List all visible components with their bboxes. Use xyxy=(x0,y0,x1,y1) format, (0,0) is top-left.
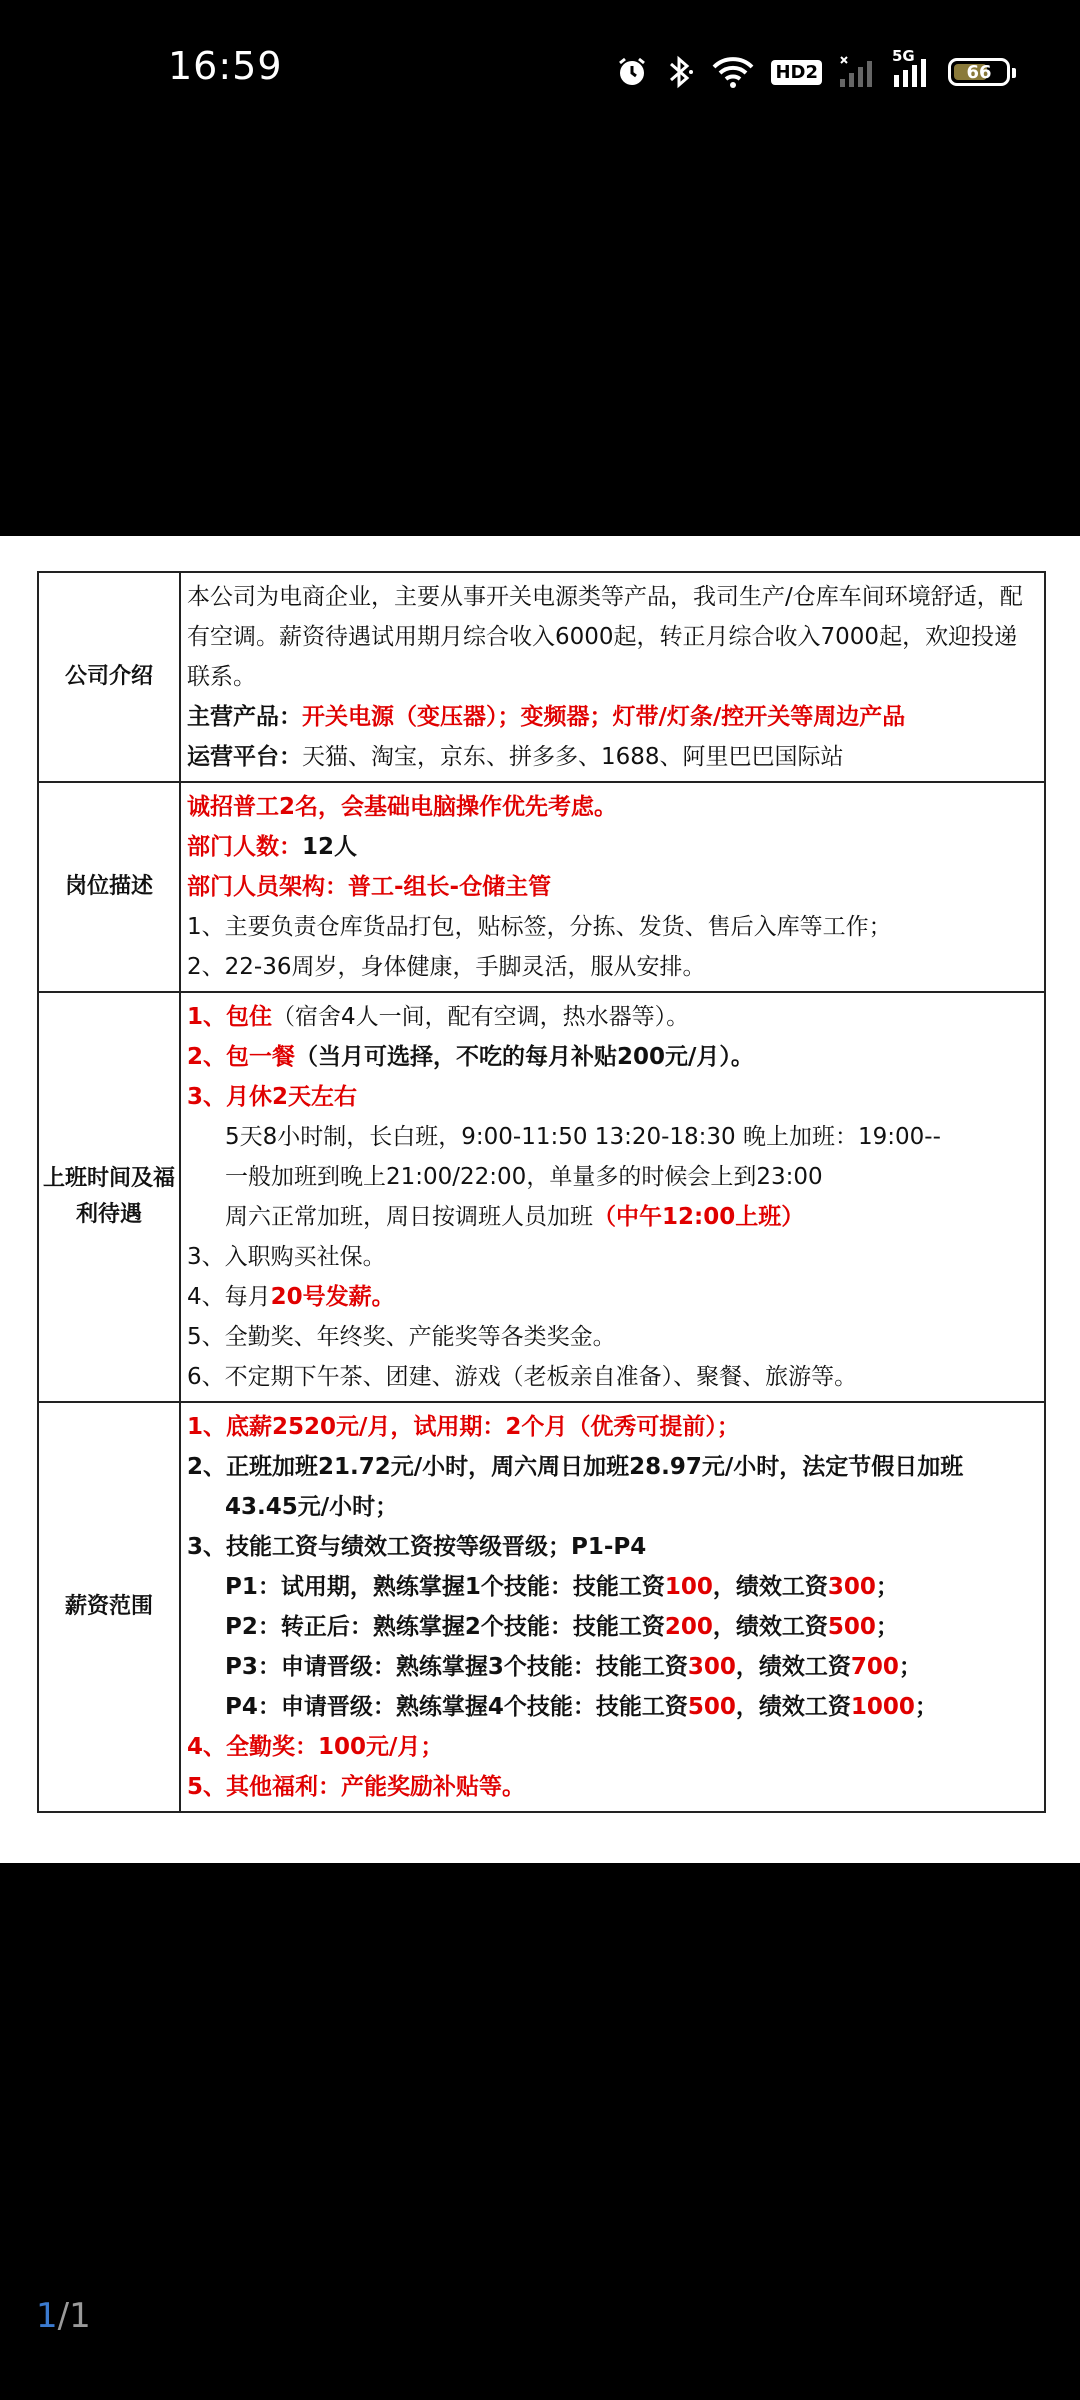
text-segment: 43.45元/小时； xyxy=(225,1494,399,1520)
content-line xyxy=(187,997,1038,1037)
content-line xyxy=(187,907,1038,947)
content-line xyxy=(187,1357,1038,1397)
content-line xyxy=(187,867,1038,907)
text-segment: 700 xyxy=(850,1654,899,1680)
text-segment: P4：申请晋级：熟练掌握4个技能：技能工资 xyxy=(225,1694,688,1720)
text-segment: 4、全勤奖：100元/月； xyxy=(187,1734,444,1760)
row-label-company-intro: 公司介绍 xyxy=(38,572,180,782)
content-line xyxy=(187,827,1038,867)
document-image[interactable] xyxy=(0,536,1080,1863)
text-segment: 6、不定期下午茶、团建、游戏（老板亲自准备）、聚餐、旅游等。 xyxy=(187,1364,858,1390)
content-line xyxy=(187,1607,1038,1647)
text-segment: ，绩效工资 xyxy=(735,1694,851,1720)
text-segment: ，绩效工资 xyxy=(712,1614,828,1640)
text-segment: （宿舍4人一间，配有空调，热水器等）。 xyxy=(272,1004,690,1030)
text-segment: 12人 xyxy=(302,834,358,860)
page-current: 1 xyxy=(36,2296,58,2336)
row-content-job-description xyxy=(180,782,1045,992)
table-row xyxy=(38,572,1045,782)
content-line xyxy=(187,1157,1038,1197)
content-line xyxy=(187,1037,1038,1077)
text-segment: 部门人员架构： xyxy=(187,874,348,900)
text-segment: 部门人数： xyxy=(187,834,302,860)
hd-label: HD2 xyxy=(771,60,822,85)
text-segment: 5、其他福利：产能奖励补贴等。 xyxy=(187,1774,526,1800)
row-content-salary-range xyxy=(180,1402,1045,1812)
text-segment: 周六正常加班，周日按调班人员加班 xyxy=(225,1204,593,1230)
content-line xyxy=(187,1277,1038,1317)
row-content-work-hours-benefits xyxy=(180,992,1045,1402)
text-segment: （中午12:00上班） xyxy=(593,1204,805,1230)
content-line xyxy=(187,1727,1038,1767)
text-segment: 开关电源（变压器）；变频器；灯带/灯条/控开关等周边产品 xyxy=(302,704,906,730)
content-line xyxy=(187,1487,1038,1527)
wifi-icon xyxy=(711,55,755,89)
status-bar xyxy=(0,0,1080,140)
content-line xyxy=(187,1317,1038,1357)
text-segment: ； xyxy=(875,1574,899,1600)
table-row xyxy=(38,1402,1045,1812)
text-segment: 300 xyxy=(827,1574,876,1600)
bluetooth-icon xyxy=(665,54,695,90)
text-segment: 诚招普工2名，会基础电脑操作优先考虑。 xyxy=(187,794,618,820)
text-segment: P2：转正后：熟练掌握2个技能：技能工资 xyxy=(225,1614,665,1640)
text-segment: 100 xyxy=(664,1574,713,1600)
page-separator: / xyxy=(57,2296,70,2336)
content-line xyxy=(187,1407,1038,1447)
text-segment: 1、主要负责仓库货品打包，贴标签，分拣、发货、售后入库等工作； xyxy=(187,914,892,940)
row-label-job-description: 岗位描述 xyxy=(38,782,180,992)
text-segment: 1、包住 xyxy=(187,1004,273,1030)
text-segment: 3、入职购买社保。 xyxy=(187,1244,386,1270)
text-segment: 2、包一餐 xyxy=(187,1044,296,1070)
table-row xyxy=(38,992,1045,1402)
text-segment: 2、正班加班21.72元/小时，周六周日加班28.97元/小时，法定节假日加班 xyxy=(187,1454,964,1480)
text-segment: 天猫、淘宝，京东、拼多多、1688、阿里巴巴国际站 xyxy=(302,744,844,770)
battery-level: 66 xyxy=(966,61,992,83)
content-line xyxy=(187,697,1038,737)
text-segment: ，绩效工资 xyxy=(712,1574,828,1600)
signal-5g-icon xyxy=(892,47,932,89)
content-line xyxy=(187,1117,1038,1157)
content-line xyxy=(187,1687,1038,1727)
row-content-company-intro xyxy=(180,572,1045,782)
text-segment: 3、技能工资与绩效工资按等级晋级；P1-P4 xyxy=(187,1534,647,1560)
text-segment: 主营产品： xyxy=(187,704,302,730)
text-segment: P3：申请晋级：熟练掌握3个技能：技能工资 xyxy=(225,1654,688,1680)
text-segment: （当月可选择，不吃的每月补贴200元/月）。 xyxy=(295,1044,754,1070)
text-segment: 3、月休2天左右 xyxy=(187,1084,358,1110)
text-segment: 1000 xyxy=(850,1694,915,1720)
page-indicator xyxy=(36,2296,91,2336)
row-label-salary-range: 薪资范围 xyxy=(38,1402,180,1812)
text-segment: 4、每月 xyxy=(187,1284,271,1310)
job-info-table xyxy=(37,571,1046,1813)
text-segment: P1：试用期，熟练掌握1个技能：技能工资 xyxy=(225,1574,665,1600)
text-segment: ； xyxy=(914,1694,938,1720)
content-line xyxy=(187,1527,1038,1567)
content-line xyxy=(187,1767,1038,1807)
text-segment: 本公司为电商企业，主要从事开关电源类等产品，我司生产/仓库车间环境舒适，配有空调。薪资待遇试用期月综合收入6000起，转正月综合收入7000起，欢迎投递联系。 xyxy=(187,584,1023,690)
text-segment: 500 xyxy=(687,1694,736,1720)
content-line xyxy=(187,1077,1038,1117)
text-segment: 运营平台： xyxy=(187,744,302,770)
status-time: 16:59 xyxy=(168,44,283,88)
row-label-work-hours-benefits: 上班时间及福利待遇 xyxy=(38,992,180,1402)
status-icons xyxy=(615,47,1010,94)
text-segment: 20号发薪。 xyxy=(270,1284,395,1310)
text-segment: ，绩效工资 xyxy=(735,1654,851,1680)
hd-icon xyxy=(771,60,822,85)
content-line xyxy=(187,1567,1038,1607)
content-line xyxy=(187,787,1038,827)
signal-icon xyxy=(838,55,876,89)
content-line xyxy=(187,1647,1038,1687)
text-segment: 5、全勤奖、年终奖、产能奖等各类奖金。 xyxy=(187,1324,616,1350)
text-segment: 1、底薪2520元/月，试用期：2个月（优秀可提前）； xyxy=(187,1414,740,1440)
table-row xyxy=(38,782,1045,992)
content-line xyxy=(187,1447,1038,1487)
text-segment: ； xyxy=(898,1654,922,1680)
text-segment: ； xyxy=(875,1614,899,1640)
content-line xyxy=(187,577,1038,697)
text-segment: 2、22-36周岁，身体健康，手脚灵活，服从安排。 xyxy=(187,954,706,980)
content-line xyxy=(187,737,1038,777)
content-line xyxy=(187,947,1038,987)
alarm-icon xyxy=(615,55,649,89)
text-segment: 500 xyxy=(827,1614,876,1640)
text-segment: 5天8小时制，长白班，9:00-11:50 13:20-18:30 晚上加班：19:00-- xyxy=(225,1124,941,1150)
text-segment: 300 xyxy=(687,1654,736,1680)
text-segment: 200 xyxy=(664,1614,713,1640)
text-segment: 一般加班到晚上21:00/22:00，单量多的时候会上到23:00 xyxy=(225,1164,823,1190)
page-total: 1 xyxy=(69,2296,91,2336)
battery-icon xyxy=(948,58,1010,86)
content-line xyxy=(187,1197,1038,1237)
text-segment: 普工-组长-仓储主管 xyxy=(348,874,552,900)
content-line xyxy=(187,1237,1038,1277)
network-type-label: 5G xyxy=(892,47,915,65)
